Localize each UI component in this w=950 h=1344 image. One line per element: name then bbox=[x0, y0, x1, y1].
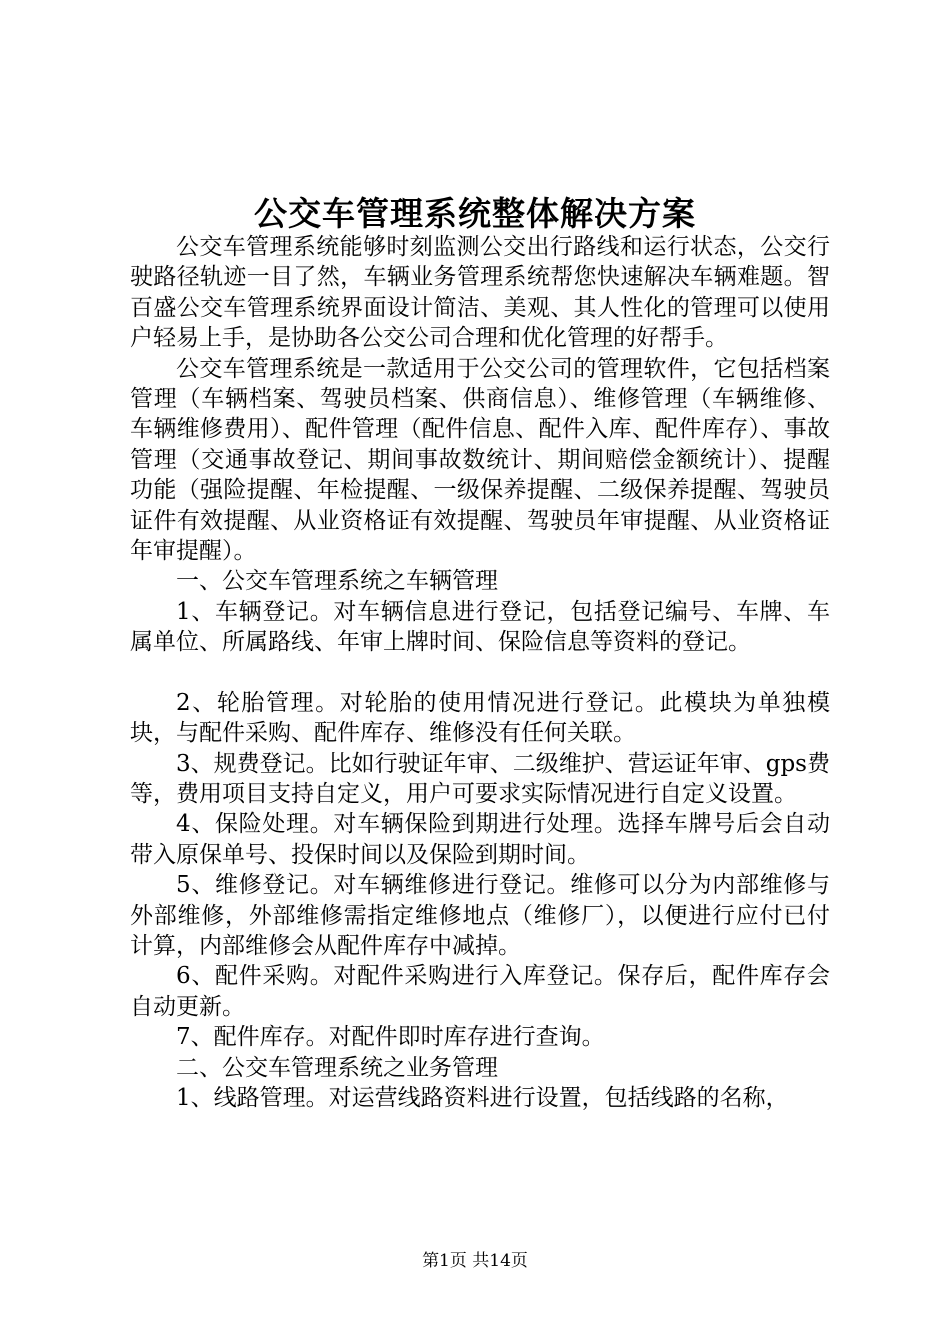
list-item-vehicle-registration: 1、车辆登记。对车辆信息进行登记，包括登记编号、车牌、车属单位、所属路线、年审上牌时间、保险信息等资料的登记。 bbox=[130, 598, 830, 656]
list-item-parts-purchase: 6、配件采购。对配件采购进行入库登记。保存后，配件库存会自动更新。 bbox=[130, 963, 830, 1020]
list-item-route-management: 1、线路管理。对运营线路资料进行设置，包括线路的名称， bbox=[176, 1084, 789, 1111]
list-item-tire-management: 2、轮胎管理。对轮胎的使用情况进行登记。此模块为单独模块，与配件采购、配件库存、维修没有任何关联。 bbox=[130, 689, 830, 747]
document-body bbox=[130, 232, 830, 1113]
list-item-insurance: 4、保险处理。对车辆保险到期进行处理。选择车牌号后会自动带入原保单号、投保时间以及保险到期时间。 bbox=[130, 811, 830, 868]
paragraph-overview: 公交车管理系统是一款适用于公交公司的管理软件，它包括档案管理（车辆档案、驾驶员档案、供商信息）、维修管理（车辆维修、车辆维修费用）、配件管理（配件信息、配件入库、配件库存）、事故管理（交通事故登记、期间事故数统计、期间赔偿金额统计）、提醒功能（强险提醒、年检提醒、一级保养提醒、二级保养提醒、驾驶员证件有效提醒、从业资格证有效提醒、驾驶员年审提醒、从业资格证年审提醒）。 bbox=[130, 355, 830, 565]
page-title: 公交车管理系统整体解决方案 bbox=[254, 194, 696, 233]
section-heading-vehicle: 一、公交车管理系统之车辆管理 bbox=[176, 568, 498, 595]
list-item-parts-inventory: 7、配件库存。对配件即时库存进行查询。 bbox=[176, 1024, 605, 1051]
list-item-fee-registration: 3、规费登记。比如行驶证年审、二级维护、营运证年审、gps费等，费用项目支持自定义，用户可要求实际情况进行自定义设置。 bbox=[130, 750, 830, 807]
section-heading-business: 二、公交车管理系统之业务管理 bbox=[176, 1054, 498, 1081]
page-footer: 第1页 共14页 bbox=[422, 1251, 528, 1271]
list-item-maintenance: 5、维修登记。对车辆维修进行登记。维修可以分为内部维修与外部维修，外部维修需指定维修地点（维修厂），以便进行应付已付计算，内部维修会从配件库存中减掉。 bbox=[130, 872, 830, 959]
paragraph-intro: 公交车管理系统能够时刻监测公交出行路线和运行状态，公交行驶路径轨迹一目了然，车辆业务管理系统帮您快速解决车辆难题。智百盛公交车管理系统界面设计简洁、美观、其人性化的管理可以使用户轻易上手，是协助各公交公司合理和优化管理的好帮手。 bbox=[130, 234, 830, 352]
